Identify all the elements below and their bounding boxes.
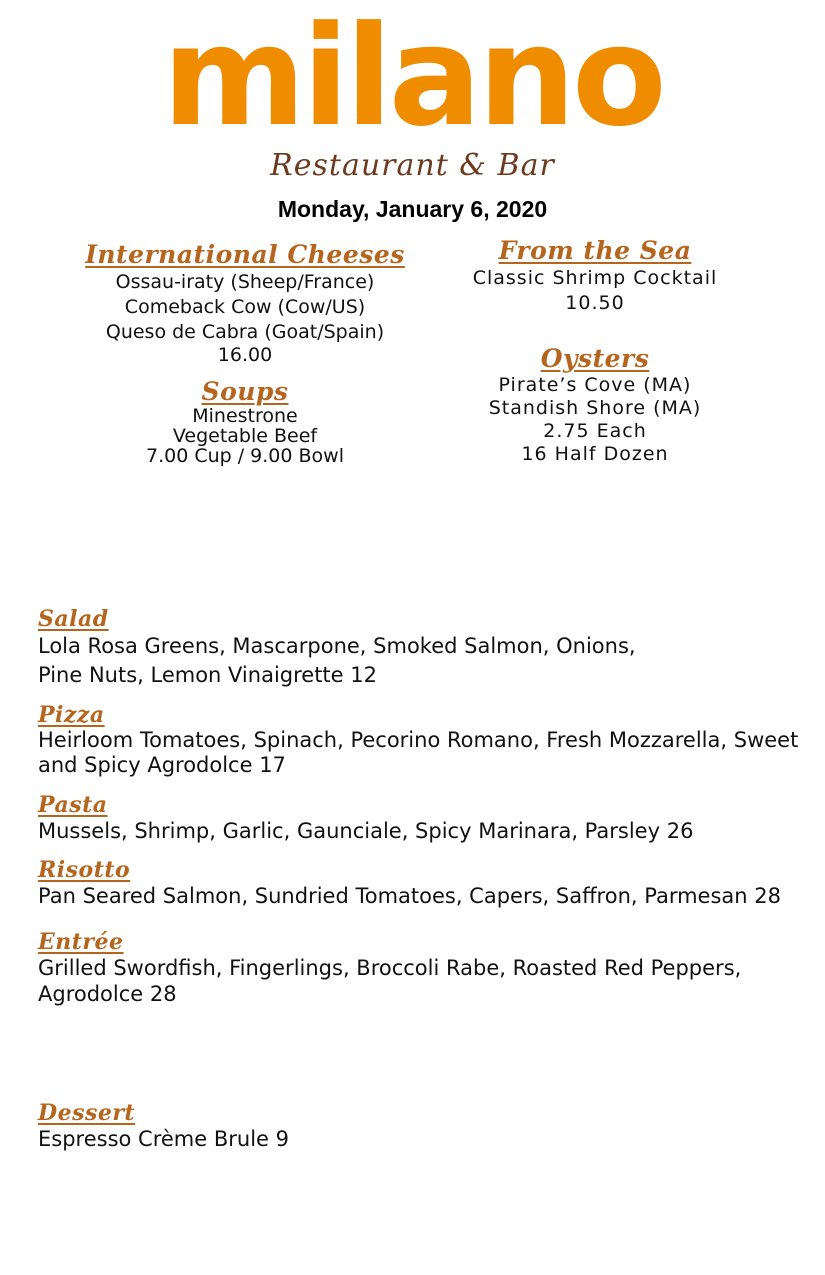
- pizza-section: [38, 702, 808, 778]
- dessert-description: Espresso Crème Brule 9: [38, 1127, 289, 1151]
- soups-price: 7.00 Cup / 9.00 Bowl: [145, 445, 344, 467]
- salad-heading: Salad: [38, 606, 109, 632]
- oysters-heading: Oysters: [540, 344, 650, 373]
- risotto-description: Pan Seared Salmon, Sundried Tomatoes, Capers, Saffron, Parmesan 28: [38, 884, 781, 908]
- cheeses-heading: International Cheeses: [85, 240, 405, 269]
- restaurant-logo: milano: [162, 0, 663, 157]
- risotto-heading: Risotto: [38, 857, 131, 883]
- pizza-description: Heirloom Tomatoes, Spinach, Pecorino Romano, Fresh Mozzarella, Sweet: [38, 728, 799, 752]
- dessert-section: [38, 1100, 808, 1152]
- sea-section: [430, 236, 760, 316]
- oyster-item: Standish Shore (MA): [488, 397, 702, 419]
- soup-item: Vegetable Beef: [172, 425, 318, 447]
- sea-heading: From the Sea: [498, 236, 692, 265]
- cheese-item: Comeback Cow (Cow/US): [124, 296, 366, 318]
- menu-date: Monday, January 6, 2020: [277, 196, 548, 222]
- soup-item: Minestrone: [192, 405, 298, 427]
- cheeses-price: 16.00: [217, 344, 273, 366]
- restaurant-subtitle: Restaurant & Bar: [270, 148, 555, 183]
- entree-heading: Entrée: [38, 929, 124, 955]
- oysters-price-dozen: 16 Half Dozen: [521, 443, 669, 465]
- entree-description: Grilled Swordfish, Fingerlings, Broccoli Rabe, Roasted Red Peppers,: [38, 956, 742, 980]
- oysters-section: [430, 344, 760, 466]
- soups-section: [80, 378, 410, 466]
- pasta-description: Mussels, Shrimp, Garlic, Gaunciale, Spicy Marinara, Parsley 26: [38, 819, 694, 843]
- salad-description: Pine Nuts, Lemon Vinaigrette 12: [38, 663, 377, 687]
- pasta-heading: Pasta: [38, 792, 108, 818]
- pizza-description: and Spicy Agrodolce 17: [38, 753, 286, 777]
- risotto-section: [38, 857, 808, 909]
- salad-description: Lola Rosa Greens, Mascarpone, Smoked Salmon, Onions,: [38, 634, 636, 658]
- oysters-price-each: 2.75 Each: [543, 420, 647, 442]
- pizza-heading: Pizza: [38, 702, 105, 728]
- sea-item: Classic Shrimp Cocktail: [472, 267, 718, 289]
- cheeses-section: [80, 240, 410, 365]
- entree-section: [38, 929, 808, 1007]
- oyster-item: Pirate’s Cove (MA): [498, 374, 692, 396]
- pasta-section: [38, 792, 808, 844]
- cheese-item: Ossau-iraty (Sheep/France): [115, 271, 375, 293]
- sea-price: 10.50: [565, 292, 625, 314]
- dessert-heading: Dessert: [38, 1100, 136, 1126]
- entree-description: Agrodolce 28: [38, 982, 177, 1006]
- cheese-item: Queso de Cabra (Goat/Spain): [105, 321, 385, 343]
- soups-heading: Soups: [201, 377, 289, 406]
- salad-section: [38, 606, 808, 690]
